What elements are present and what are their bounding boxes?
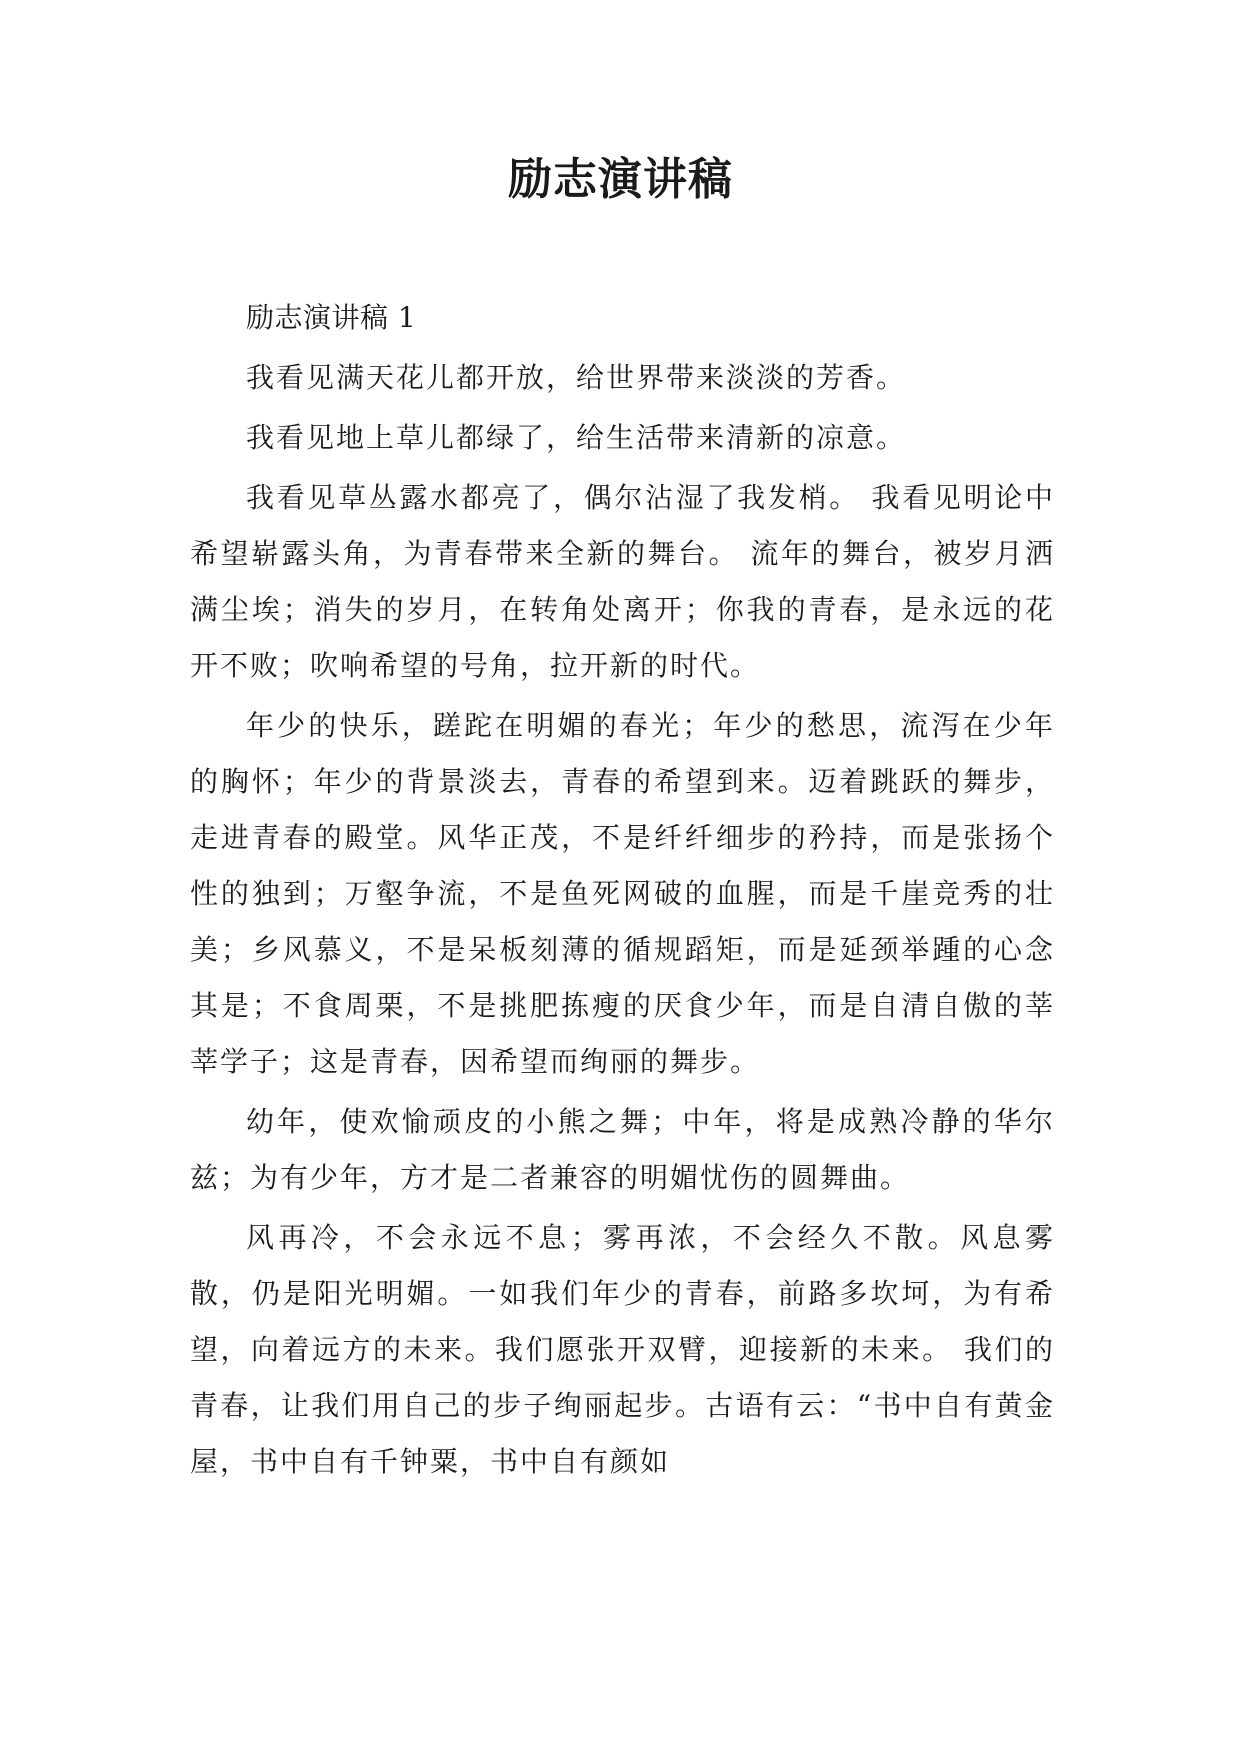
paragraph: 幼年，使欢愉顽皮的小熊之舞；中年，将是成熟冷静的华尔兹；为有少年，方才是二者兼容的明媚忧伤的圆舞曲。 [190, 1105, 1055, 1194]
paragraph: 我看见满天花儿都开放，给世界带来淡淡的芳香。 [246, 361, 907, 394]
document-title: 励志演讲稿 [508, 154, 733, 205]
section-heading: 励志演讲稿 1 [246, 301, 417, 334]
paragraph: 风再冷，不会永远不息；雾再浓，不会经久不散。风息雾散，仍是阳光明媚。一如我们年少的青春，前路多坎坷，为有希望，向着远方的未来。我们愿张开双臂，迎接新的未来。 我们的青春，让我们用自己的步子绚丽起步。古语有云：“书中自有黄金屋，书中自有千钟粟，书中自有颜如 [190, 1221, 1055, 1478]
paragraph: 我看见地上草儿都绿了，给生活带来清新的凉意。 [246, 421, 907, 454]
paragraph: 年少的快乐，蹉跎在明媚的春光；年少的愁思，流泻在少年的胸怀；年少的背景淡去，青春的希望到来。迈着跳跃的舞步，走进青春的殿堂。风华正茂，不是纤纤细步的矜持，而是张扬个性的独到；万壑争流，不是鱼死网破的血腥，而是千崖竞秀的壮美；乡风慕义，不是呆板刻薄的循规蹈矩，而是延颈举踵的心念其是；不食周栗，不是挑肥拣瘦的厌食少年，而是自清自傲的莘莘学子；这是青春，因希望而绚丽的舞步。 [190, 709, 1055, 1078]
document-body [190, 290, 1055, 1490]
paragraph: 我看见草丛露水都亮了，偶尔沾湿了我发梢。 我看见明论中希望崭露头角，为青春带来全新的舞台。 流年的舞台，被岁月洒满尘埃；消失的岁月，在转角处离开；你我的青春，是永远的花开不败；吹响希望的号角，拉开新的时代。 [190, 481, 1055, 682]
